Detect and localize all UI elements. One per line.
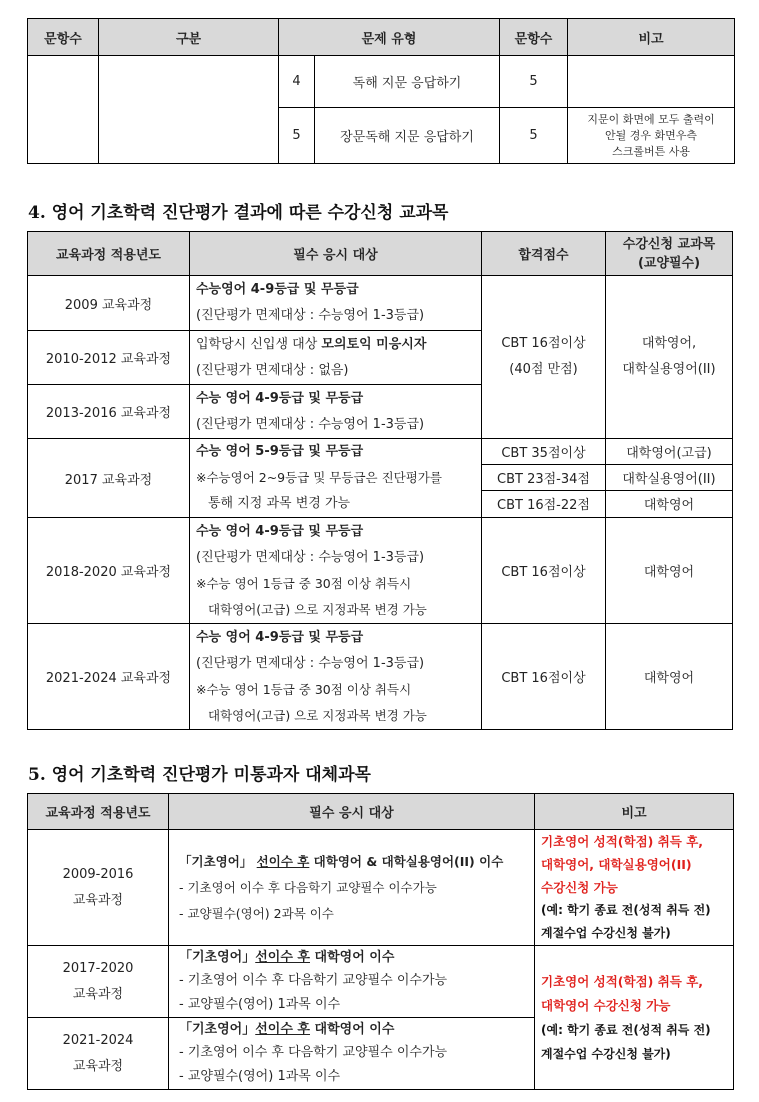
year-2013-2016: 2013-2016 교육과정 bbox=[28, 385, 190, 439]
score-2018-2020: CBT 16점이상 bbox=[482, 518, 606, 624]
target-line: - 교양필수(영어) 2과목 이수 bbox=[179, 905, 334, 921]
score-2017-high: CBT 35점이상 bbox=[482, 439, 606, 465]
note-line: 기초영어 성적(학점) 취득 후, bbox=[541, 973, 704, 989]
target-emphasis: 모의토익 미응시자 bbox=[321, 336, 427, 352]
course-2017-low: 대학영어 bbox=[606, 490, 733, 517]
col-header-count: 문항수 bbox=[28, 19, 99, 56]
col-header-course bbox=[606, 232, 733, 276]
table-header-row bbox=[28, 232, 733, 276]
score-line: CBT 16점이상 bbox=[501, 336, 586, 351]
note-line: 대학영어 수강신청 가능 bbox=[541, 997, 671, 1013]
question-type: 장문독해 지문 응답하기 bbox=[315, 108, 500, 164]
table-row bbox=[28, 518, 733, 624]
course-2018-2020: 대학영어 bbox=[606, 518, 733, 624]
target-line: 수능 영어 4-9등급 및 무등급 bbox=[196, 523, 364, 539]
target-2018-2020 bbox=[190, 518, 482, 624]
empty-cell bbox=[99, 56, 279, 164]
course-g1 bbox=[606, 276, 733, 439]
question-number: 4 bbox=[279, 56, 315, 108]
note-line: 대학영어, 대학실용영어(II) bbox=[541, 857, 692, 872]
year-2009: 2009 교육과정 bbox=[28, 276, 190, 331]
course-2017-high: 대학영어(고급) bbox=[606, 439, 733, 465]
target-line: - 교양필수(영어) 1과목 이수 bbox=[179, 996, 341, 1012]
target-line bbox=[196, 332, 481, 358]
year-2009-2016 bbox=[28, 830, 169, 946]
col-header-course-line2: (교양필수) bbox=[637, 255, 701, 271]
remarks-line: 스크롤버튼 사용 bbox=[612, 144, 690, 158]
target-line: (진단평가 면제대상 : 없음) bbox=[196, 362, 349, 378]
course-registration-table bbox=[27, 231, 733, 730]
course-line: 대학영어, bbox=[641, 336, 697, 351]
prerequisite-text: 선이수 후 bbox=[255, 949, 310, 965]
prerequisite-text: 선이수 후 bbox=[255, 1021, 310, 1037]
target-line: - 기초영어 이수 후 다음학기 교양필수 이수가능 bbox=[179, 879, 437, 895]
col-header-remarks: 비고 bbox=[568, 19, 735, 56]
note-line: 수강신청 가능 bbox=[541, 880, 618, 895]
target-line: 대학영어(고급) 으로 지정과목 변경 가능 bbox=[208, 707, 427, 723]
target-line: (진단평가 면제대상 : 수능영어 1-3등급) bbox=[196, 416, 425, 432]
score-g1 bbox=[482, 276, 606, 439]
question-type: 독해 지문 응답하기 bbox=[315, 56, 500, 108]
note-2009-2016 bbox=[535, 830, 734, 946]
note-line: (예: 학기 종료 전(성적 취득 전) bbox=[541, 903, 711, 917]
year-line: 교육과정 bbox=[72, 1058, 124, 1074]
question-count: 5 bbox=[500, 108, 568, 164]
question-count: 5 bbox=[500, 56, 568, 108]
remarks-cell bbox=[568, 108, 735, 164]
score-2017-mid: CBT 23점-34점 bbox=[482, 464, 606, 490]
year-line: 2021-2024 bbox=[62, 1032, 134, 1048]
target-2009-2016 bbox=[169, 830, 535, 946]
target-line: (진단평가 면제대상 : 수능영어 1-3등급) bbox=[196, 308, 425, 323]
col-header-year: 교육과정 적용년도 bbox=[28, 232, 190, 276]
course-2021-2024: 대학영어 bbox=[606, 624, 733, 730]
score-line: (40점 만점) bbox=[509, 362, 578, 377]
col-header-course-line1: 수강신청 교과목 bbox=[622, 236, 716, 252]
question-type-table bbox=[27, 18, 735, 164]
table-row bbox=[28, 276, 733, 331]
col-header-question-type: 문제 유형 bbox=[279, 19, 500, 56]
score-2017-low: CBT 16점-22점 bbox=[482, 490, 606, 517]
target-2021-2024 bbox=[169, 1018, 535, 1090]
col-header-score: 합격점수 bbox=[482, 232, 606, 276]
target-line: 수능영어 4-9등급 및 무등급 bbox=[196, 282, 359, 297]
remarks-cell bbox=[568, 56, 735, 108]
target-line: 통해 지정 과목 변경 가능 bbox=[208, 496, 351, 511]
year-line: 교육과정 bbox=[72, 892, 124, 908]
section-5-title: 5. 영어 기초학력 진단평가 미통과자 대체과목 bbox=[28, 765, 371, 785]
year-2010-2012: 2010-2012 교육과정 bbox=[28, 331, 190, 385]
target-line bbox=[179, 849, 534, 875]
year-2018-2020: 2018-2020 교육과정 bbox=[28, 518, 190, 624]
table-row bbox=[28, 624, 733, 730]
target-2017-2020 bbox=[169, 946, 535, 1018]
section-4-title: 4. 영어 기초학력 진단평가 결과에 따른 수강신청 교과목 bbox=[28, 203, 449, 223]
target-2010-2012 bbox=[190, 331, 482, 385]
remarks-line: 안될 경우 화면우측 bbox=[605, 128, 698, 142]
prerequisite-text: 선이수 후 bbox=[256, 853, 310, 869]
year-2017-2020 bbox=[28, 946, 169, 1018]
target-2013-2016 bbox=[190, 385, 482, 439]
target-line: 수능 영어 4-9등급 및 무등급 bbox=[196, 629, 364, 645]
target-2021-2024 bbox=[190, 624, 482, 730]
course-name: 「기초영어」 bbox=[179, 1021, 256, 1037]
question-number: 5 bbox=[279, 108, 315, 164]
col-header-target: 필수 응시 대상 bbox=[190, 232, 482, 276]
target-2017 bbox=[190, 439, 482, 518]
alternative-course-table bbox=[27, 793, 734, 1090]
target-line: ※수능영어 2~9등급 및 무등급은 진단평가를 bbox=[196, 470, 442, 485]
course-name: 「기초영어」 bbox=[179, 853, 253, 869]
col-header-count-2: 문항수 bbox=[500, 19, 568, 56]
table-row bbox=[28, 946, 734, 1018]
target-line bbox=[179, 1019, 534, 1041]
year-2021-2024: 2021-2024 교육과정 bbox=[28, 624, 190, 730]
course-name: 「기초영어」 bbox=[179, 949, 256, 965]
target-line: 수능 영어 4-9등급 및 무등급 bbox=[196, 390, 364, 406]
remarks-line: 지문이 화면에 모두 출력이 bbox=[587, 112, 715, 126]
target-text: 대학영어 & 대학실용영어(II) 이수 bbox=[309, 853, 504, 869]
course-2017-mid: 대학실용영어(II) bbox=[606, 464, 733, 490]
target-line: 대학영어(고급) 으로 지정과목 변경 가능 bbox=[208, 601, 427, 617]
table-row bbox=[28, 56, 735, 108]
target-line: - 교양필수(영어) 1과목 이수 bbox=[179, 1068, 341, 1084]
note-line: 계절수업 수강신청 불가) bbox=[541, 1046, 671, 1061]
target-text: 입학당시 신입생 대상 bbox=[196, 336, 322, 352]
note-2017-2024 bbox=[535, 946, 734, 1090]
year-line: 2009-2016 bbox=[62, 866, 134, 882]
target-line: ※수능 영어 1등급 중 30점 이상 취득시 bbox=[196, 575, 412, 591]
col-header-year: 교육과정 적용년도 bbox=[28, 794, 169, 830]
col-header-note: 비고 bbox=[535, 794, 734, 830]
target-2009 bbox=[190, 276, 482, 331]
note-line: (예: 학기 종료 전(성적 취득 전) bbox=[541, 1022, 711, 1037]
target-text: 대학영어 이수 bbox=[310, 1021, 395, 1037]
target-text: 대학영어 이수 bbox=[310, 949, 395, 965]
year-line: 2017-2020 bbox=[62, 960, 134, 976]
target-line: 수능 영어 5-9등급 및 무등급 bbox=[196, 444, 364, 459]
year-2017: 2017 교육과정 bbox=[28, 439, 190, 518]
note-line: 기초영어 성적(학점) 취득 후, bbox=[541, 834, 704, 849]
empty-cell bbox=[28, 56, 99, 164]
target-line: (진단평가 면제대상 : 수능영어 1-3등급) bbox=[196, 549, 425, 565]
note-line: 계절수업 수강신청 불가) bbox=[541, 926, 671, 940]
table-header-row bbox=[28, 19, 735, 56]
target-line bbox=[179, 947, 534, 969]
table-header-row bbox=[28, 794, 734, 830]
course-line: 대학실용영어(II) bbox=[622, 362, 716, 377]
target-line: - 기초영어 이수 후 다음학기 교양필수 이수가능 bbox=[179, 972, 448, 988]
col-header-category: 구분 bbox=[99, 19, 279, 56]
target-line: (진단평가 면제대상 : 수능영어 1-3등급) bbox=[196, 655, 425, 671]
target-line: - 기초영어 이수 후 다음학기 교양필수 이수가능 bbox=[179, 1044, 448, 1060]
year-line: 교육과정 bbox=[72, 986, 124, 1002]
table-row bbox=[28, 439, 733, 465]
year-2021-2024 bbox=[28, 1018, 169, 1090]
score-2021-2024: CBT 16점이상 bbox=[482, 624, 606, 730]
col-header-target: 필수 응시 대상 bbox=[169, 794, 535, 830]
target-line: ※수능 영어 1등급 중 30점 이상 취득시 bbox=[196, 681, 412, 697]
table-row bbox=[28, 830, 734, 946]
